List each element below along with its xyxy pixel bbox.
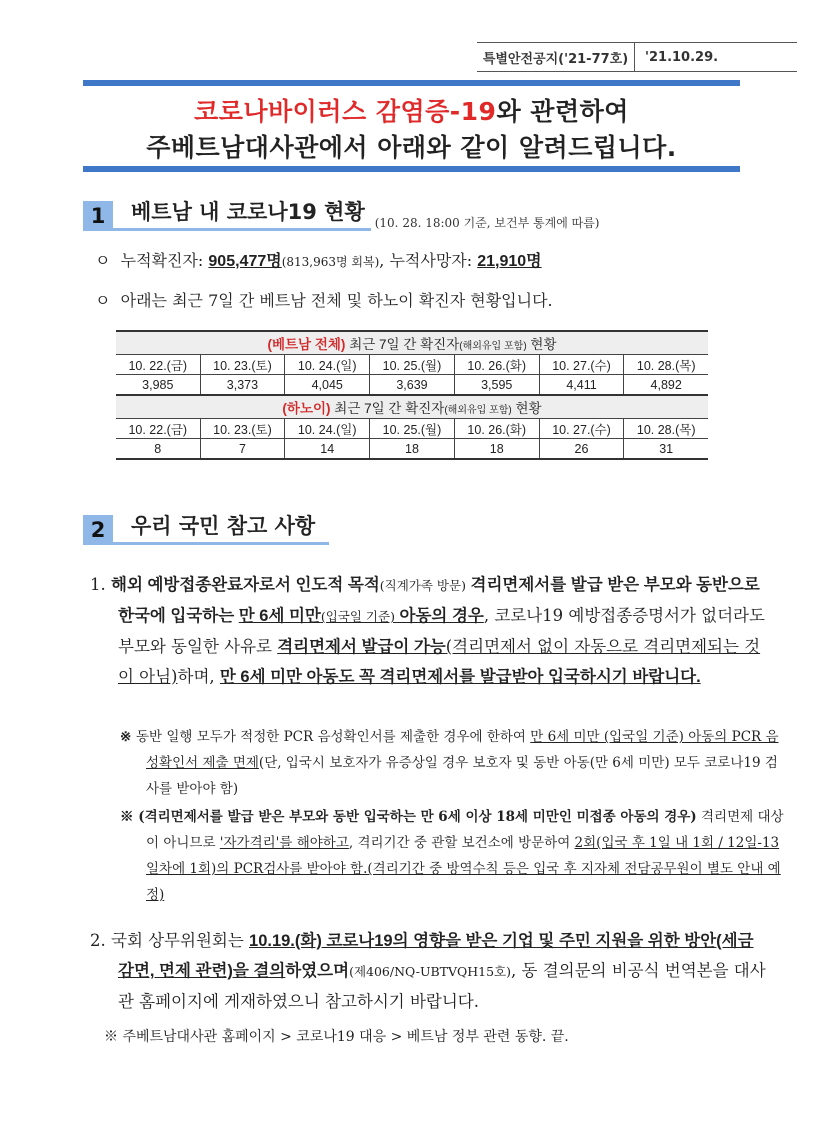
notice-number: 특별안전공지('21-77호) <box>477 43 635 71</box>
hanoi-values-row: 8 7 14 18 18 26 31 <box>116 439 708 460</box>
table-intro: ㅇ 아래는 최근 7일 간 베트남 전체 및 하노이 확진자 현황입니다. <box>95 291 553 310</box>
cumulative-cases: 905,477명 <box>208 253 282 270</box>
note-unvaccinated-children: ※ (격리면제서를 발급 받은 부모와 동반 입국하는 만 6세 이상 18세 미만인 미접종 아동의 경우) 격리면제 대상이 아니므로 '자가격리'를 해야하고, 격리기간 중 관할 보건소에 방문하여 2회(입국 후 1일 내 1회 / 12일-13일차에 1회)의 PCR검사를 받아야 함.(격리기간 중 방역수칙 등은 입국 후 지자체 전담공무원이 별도 안내 예정) <box>120 809 784 903</box>
recovered-count: (813,963명 회복) <box>281 255 380 269</box>
vietnam-caption-row: (베트남 전체) 최근 7일 간 확진자(해외유입 포함) 현황 <box>116 331 708 355</box>
title-red-part: 코로나바이러스 감염증-19 <box>194 97 497 126</box>
section-number: 2 <box>83 515 113 545</box>
section-title: 베트남 내 코로나19 현황 <box>113 198 371 231</box>
title-top-bar <box>83 80 740 86</box>
section-title: 우리 국민 참고 사항 <box>113 512 329 545</box>
notice-item-2: 2. 국회 상무위원회는 10.19.(화) 코로나19의 영향을 받은 기업 및 주민 지원을 위한 방안(세금 감면, 면제 관련)을 결의하였으며(제406/NQ-UBTVQH15호), 동 결의문의 비공식 번역본을 대사관 홈페이지에 게재하였으니 참고하시기 바랍니다. <box>90 931 766 1011</box>
embassy-homepage-reference: ※ 주베트남대사관 홈페이지 > 코로나19 대응 > 베트남 정부 관련 동향. 끝. <box>104 1029 569 1045</box>
cases-table <box>116 330 708 460</box>
page-title: 코로나바이러스 감염증-19와 관련하여 주베트남대사관에서 아래와 같이 알려드립니다. <box>146 97 677 162</box>
cumulative-stats: ㅇ 누적확진자: 905,477명(813,963명 회복), 누적사망자: 21,910명 <box>95 251 542 270</box>
section-1-heading <box>83 198 599 231</box>
notice-date: '21.10.29. <box>645 49 719 65</box>
hanoi-dates-row: 10. 22.(금) 10. 23.(토) 10. 24.(일) 10. 25.(월) 10. 26.(화) 10. 27.(수) 10. 28.(목) <box>116 419 708 439</box>
vietnam-dates-row: 10. 22.(금) 10. 23.(토) 10. 24.(일) 10. 25.(월) 10. 26.(화) 10. 27.(수) 10. 28.(목) <box>116 355 708 375</box>
vietnam-values-row: 3,985 3,373 4,045 3,639 3,595 4,411 4,892 <box>116 375 708 396</box>
note-pcr-exemption: ※ 동반 일행 모두가 적정한 PCR 음성확인서를 제출한 경우에 한하여 만 6세 미만 (입국일 기준) 아동의 PCR 음성확인서 제출 면제(단, 입국시 보호자가 유증상일 경우 보호자 및 동반 아동(만 6세 미만) 모두 코로나19 검사를 받아야 함) <box>120 729 779 797</box>
section-note: (10. 28. 18:00 기준, 보건부 통계에 따름) <box>374 216 600 230</box>
section-2-heading <box>83 512 329 545</box>
title-bottom-bar <box>83 166 740 172</box>
cumulative-deaths: 21,910명 <box>477 253 542 270</box>
notice-header <box>477 42 797 72</box>
notice-item-1: 1. 해외 예방접종완료자로서 인도적 목적(직계가족 방문) 격리면제서를 발급 받은 부모와 동반으로 한국에 입국하는 만 6세 미만(입국일 기준) 아동의 경우, 코로나19 예방접종증명서가 없더라도 부모와 동일한 사유로 격리면제서 발급이 가능(격리면제서 없이 자동으로 격리면제되는 것이 아님)하며, 만 6세 미만 아동도 꼭 격리면제서를 발급받아 입국하시기 바랍니다. <box>90 575 765 686</box>
hanoi-caption-row: (하노이) 최근 7일 간 확진자(해외유입 포함) 현황 <box>116 395 708 419</box>
section-number: 1 <box>83 201 113 231</box>
